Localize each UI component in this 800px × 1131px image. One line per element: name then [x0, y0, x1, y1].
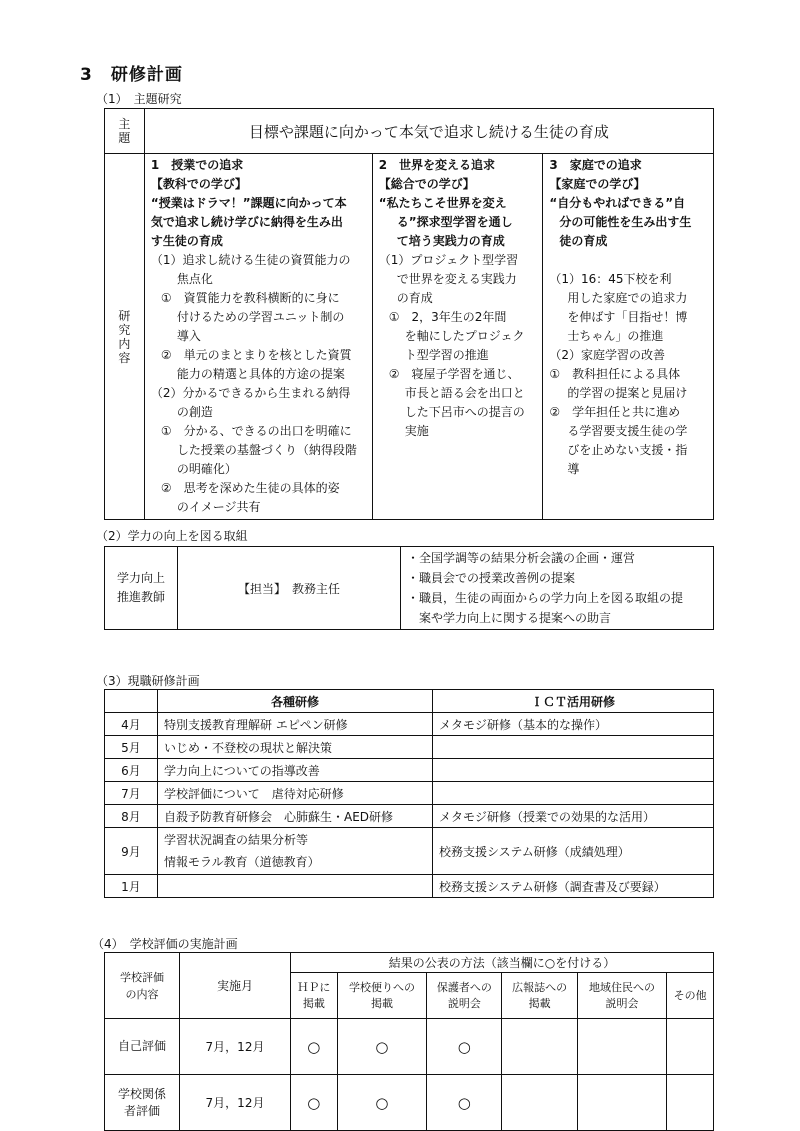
item-line: ・職員会での授業改善例の提案 — [407, 571, 576, 585]
research-line: 的学習の提案と見届け — [567, 386, 688, 400]
research-line — [549, 251, 707, 270]
research-line: ② 寝屋子学習を通じ、 — [388, 367, 520, 381]
mark-cell: ○ — [291, 1019, 338, 1075]
method-header: ＨＰに 掲載 — [291, 973, 338, 1019]
research-line: 能力の精選と具体的方途の提案 — [176, 367, 345, 381]
various-text: 特別支援教育理解研 エピペン研修 — [164, 717, 348, 732]
mark-cell — [577, 1075, 667, 1131]
research-line: 気で追求し続け学びに納得を生み出 — [150, 215, 343, 229]
month-cell: 4月 — [105, 713, 158, 736]
subsection-2-title: （2）学力の向上を図る取組 — [96, 529, 248, 543]
various-text: 情報モラル教育（道徳教育） — [164, 855, 320, 869]
evaluation-row — [105, 1019, 714, 1075]
research-line: て培う実践力の育成 — [396, 234, 505, 248]
ict-cell — [433, 736, 714, 759]
item-line: 案や学力向上に関する提案への助言 — [407, 611, 612, 625]
research-col-1 — [144, 154, 372, 520]
mark-cell: ○ — [337, 1019, 427, 1075]
month-cell: 6月 — [105, 759, 158, 782]
training-row — [105, 713, 714, 736]
role-line-2: 推進教師 — [116, 590, 165, 604]
item-line: ・全国学調等の結果分析会議の企画・運営 — [407, 551, 636, 565]
subsection-1-title: （1） 主題研究 — [96, 92, 182, 106]
research-line: 焦点化 — [176, 272, 213, 286]
research-line: ② 単元のまとまりを核とした資質 — [160, 348, 352, 362]
research-line: を伸ばす「目指せ！博 — [567, 310, 688, 324]
ict-cell — [433, 759, 714, 782]
research-line: 市長と語る会を出口と — [404, 386, 525, 400]
role-line-1: 学力向上 — [116, 571, 165, 585]
section-title: 3 研修計画 — [80, 65, 183, 85]
method-header: 広報誌への 掲載 — [502, 973, 577, 1019]
mark-cell — [502, 1075, 577, 1131]
month-cell: 1月 — [105, 875, 158, 898]
research-line: 用した家庭での追求力 — [567, 291, 688, 305]
research-line: ② 思考を深めた生徒の具体的姿 — [160, 481, 340, 495]
research-line: した授業の基盤づくり（納得段階 — [176, 443, 357, 457]
research-table — [104, 108, 714, 520]
training-row — [105, 828, 714, 875]
eval-month-cell: 7月，12月 — [180, 1019, 291, 1075]
various-text: 学校評価について 虐待対応研修 — [164, 786, 344, 801]
mark-cell — [577, 1019, 667, 1075]
eval-content-cell: 学校関係 者評価 — [105, 1075, 180, 1131]
training-row — [105, 805, 714, 828]
month-cell: 7月 — [105, 782, 158, 805]
research-line: 3 家庭での追求 — [549, 158, 642, 172]
research-col-2 — [372, 154, 543, 520]
research-line: ② 学年担任と共に進め — [549, 405, 681, 419]
research-line: 導 — [567, 462, 580, 476]
mark-cell — [502, 1019, 577, 1075]
research-line: す生徒の育成 — [150, 234, 223, 248]
research-line: 導入 — [176, 329, 201, 343]
various-text: 学習状況調査の結果分析等 — [164, 833, 309, 847]
research-line: の育成 — [396, 291, 433, 305]
various-text: 自殺予防教育研修会 心肺蘇生・AED研修 — [164, 809, 394, 824]
research-line: 1 授業での追求 — [150, 158, 244, 172]
mark-cell: ○ — [337, 1075, 427, 1131]
eval-month-cell: 7月，12月 — [180, 1075, 291, 1131]
various-cell — [158, 875, 433, 898]
month-cell: 9月 — [105, 828, 158, 875]
research-line: ① 教科担任による具体 — [549, 367, 681, 381]
eval-content-cell: 自己評価 — [105, 1019, 180, 1075]
subsection-4-title: （4） 学校評価の実施計画 — [92, 937, 238, 951]
training-table — [104, 689, 714, 898]
item-line: ・職員，生徒の両面からの学力向上を図る取組の提 — [407, 591, 684, 605]
header-content: 学校評価 の内容 — [105, 953, 180, 1019]
ict-cell — [433, 782, 714, 805]
research-line: の明確化） — [176, 462, 237, 476]
person-cell: 【担当】 教務主任 — [178, 547, 401, 630]
research-line: 【総合での学び】 — [378, 177, 475, 191]
method-header: 保護者への 説明会 — [427, 973, 502, 1019]
research-col-3 — [543, 154, 714, 520]
research-line: ① 2，3年生の2年間 — [388, 310, 507, 324]
header-month: 実施月 — [180, 953, 291, 1019]
method-header: その他 — [667, 973, 714, 1019]
method-header: 地域住民への 説明会 — [577, 973, 667, 1019]
training-row — [105, 875, 714, 898]
various-text: いじめ・不登校の現状と解決策 — [164, 740, 333, 755]
various-cell — [158, 759, 433, 782]
research-line: る学習要支援生徒の学 — [567, 424, 688, 438]
various-cell — [158, 828, 433, 875]
research-line: （1）追求し続ける生徒の資質能力の — [150, 253, 351, 267]
mark-cell — [667, 1075, 714, 1131]
research-line: “私たちこそ世界を変え — [378, 196, 507, 210]
header-method: 結果の公表の方法（該当欄に○を付ける） — [291, 953, 714, 973]
mark-cell: ○ — [427, 1075, 502, 1131]
various-text: 学力向上についての指導改善 — [164, 763, 320, 778]
research-line: 分の可能性を生み出す生 — [559, 215, 692, 229]
evaluation-row — [105, 1075, 714, 1131]
mark-cell: ○ — [291, 1075, 338, 1131]
achievement-table — [104, 546, 714, 630]
research-line: びを止めない支援・指 — [567, 443, 688, 457]
ict-cell: メタモジ研修（基本的な操作） — [433, 713, 714, 736]
research-line: の創造 — [176, 405, 213, 419]
ict-cell: 校務支援システム研修（調査書及び要録） — [433, 875, 714, 898]
method-header: 学校便りへの 掲載 — [337, 973, 427, 1019]
research-line: 【家庭での学び】 — [549, 177, 646, 191]
training-row — [105, 782, 714, 805]
mark-cell: ○ — [427, 1019, 502, 1075]
research-line: ト型学習の推進 — [404, 348, 489, 362]
theme-text: 目標や課題に向かって本気で追求し続ける生徒の育成 — [144, 109, 713, 154]
research-line: のイメージ共有 — [176, 500, 261, 514]
items-cell — [401, 547, 714, 630]
subsection-3-title: （3）現職研修計画 — [96, 674, 200, 688]
theme-label: 主題 — [105, 109, 145, 154]
research-line: 実施 — [404, 424, 429, 438]
various-cell — [158, 713, 433, 736]
training-row — [105, 759, 714, 782]
month-cell: 5月 — [105, 736, 158, 759]
research-line: ① 資質能力を教科横断的に身に — [160, 291, 340, 305]
training-row — [105, 736, 714, 759]
various-cell — [158, 736, 433, 759]
evaluation-table — [104, 952, 714, 1131]
various-cell — [158, 782, 433, 805]
research-line: で世界を変える実践力 — [396, 272, 517, 286]
research-line: 2 世界を変える追求 — [378, 158, 496, 172]
header-ict: ＩＣＴ活用研修 — [433, 690, 714, 713]
research-line: 徒の育成 — [559, 234, 608, 248]
research-line: （2）家庭学習の改善 — [549, 348, 665, 362]
research-line: （1）16：45下校を利 — [549, 272, 672, 286]
research-line: （1）プロジェクト型学習 — [378, 253, 519, 267]
mark-cell — [667, 1019, 714, 1075]
various-cell — [158, 805, 433, 828]
research-line: 士ちゃん」の推進 — [567, 329, 664, 343]
header-various: 各種研修 — [158, 690, 433, 713]
research-line: 付けるための学習ユニット制の — [176, 310, 345, 324]
month-cell: 8月 — [105, 805, 158, 828]
research-line: “授業はドラマ！”課題に向かって本 — [150, 196, 347, 210]
ict-cell: 校務支援システム研修（成績処理） — [433, 828, 714, 875]
research-label: 研究内容 — [105, 154, 145, 520]
header-empty — [105, 690, 158, 713]
role-cell — [105, 547, 178, 630]
research-line: ① 分かる、できるの出口を明確に — [160, 424, 352, 438]
research-line: “自分もやればできる”自 — [549, 196, 686, 210]
research-line: した下呂市への提言の — [404, 405, 525, 419]
research-line: 【教科での学び】 — [150, 177, 247, 191]
research-line: る”探求型学習を通し — [396, 215, 513, 229]
ict-cell: メタモジ研修（授業での効果的な活用） — [433, 805, 714, 828]
research-line: を軸にしたプロジェク — [404, 329, 525, 343]
research-line: （2）分かるできるから生まれる納得 — [150, 386, 351, 400]
